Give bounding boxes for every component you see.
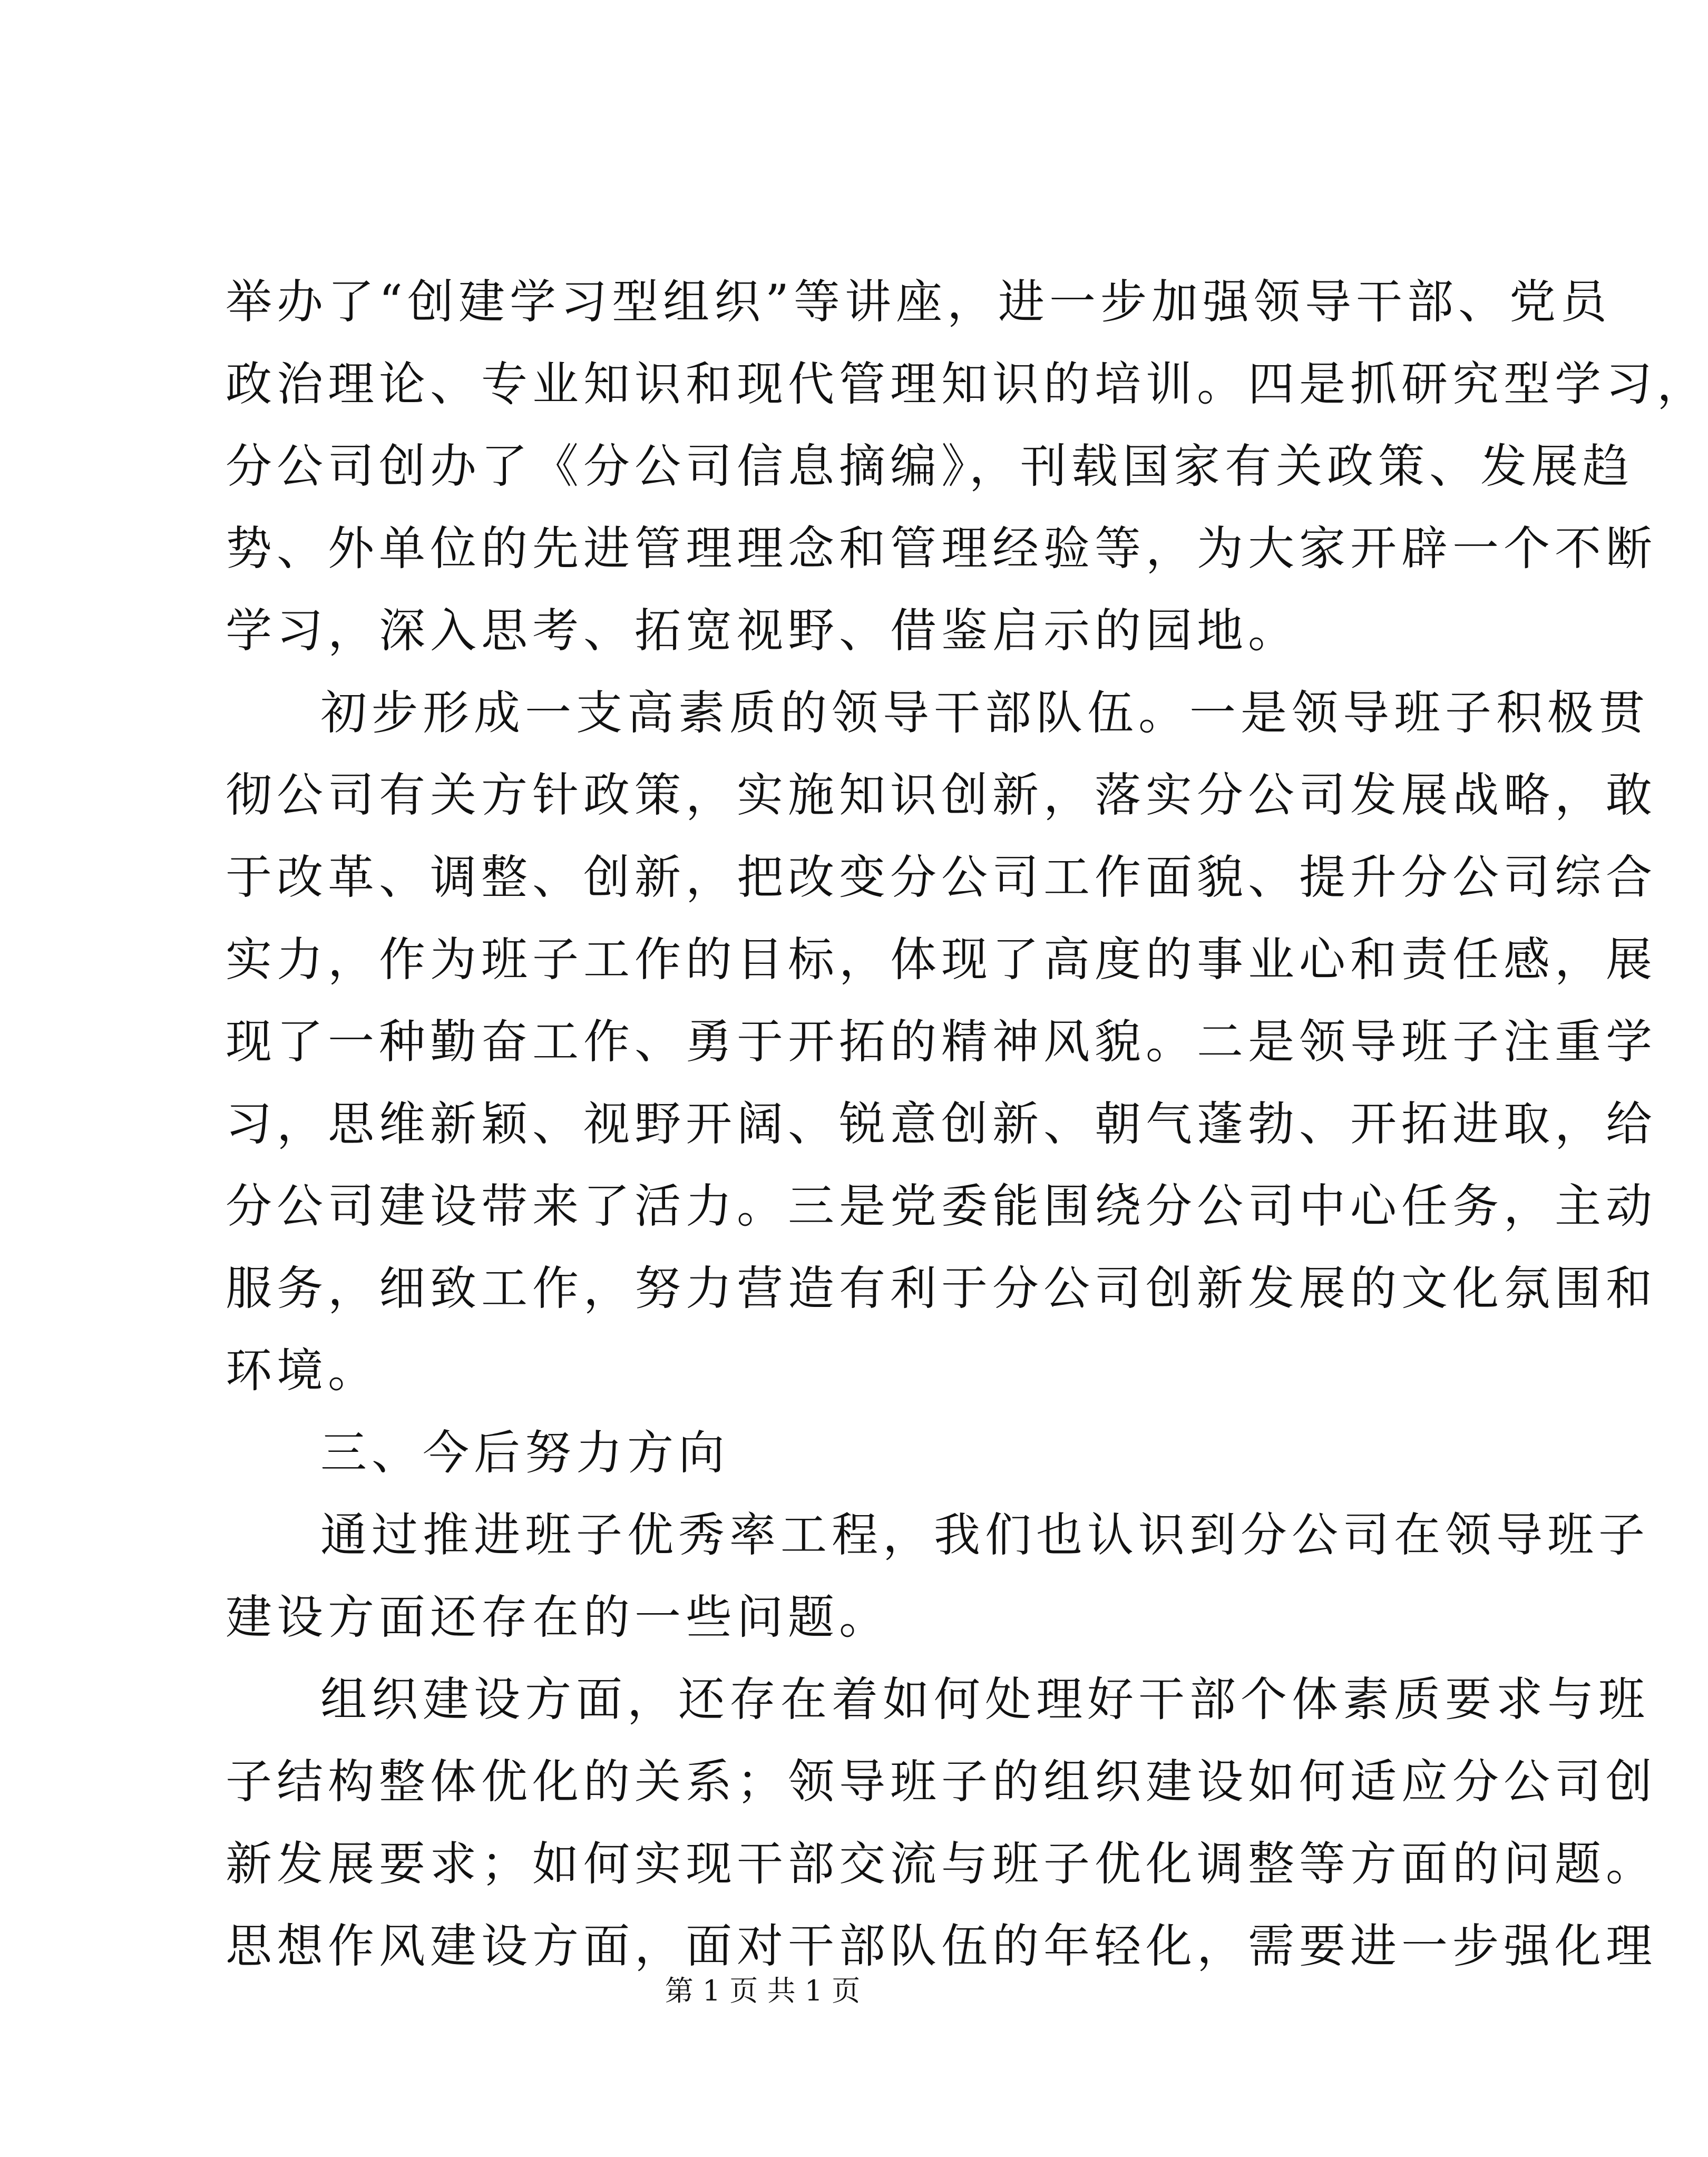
text-line: 建设方面还存在的一些问题。 — [226, 1590, 891, 1644]
text-line: 分公司创办了《分公司信息摘编》，刊载国家有关政策、发展趋 — [226, 439, 1634, 493]
paragraph-start-line: 组织建设方面，还存在着如何处理好干部个体素质要求与班 — [320, 1672, 1650, 1726]
text-line: 举办了“创建学习型组织”等讲座，进一步加强领导干部、党员 — [226, 275, 1612, 329]
text-line: 政治理论、专业知识和现代管理知识的培训。四是抓研究型学习， — [226, 357, 1708, 411]
text-line: 子结构整体优化的关系；领导班子的组织建设如何适应分公司创 — [226, 1754, 1657, 1809]
text-line: 思想作风建设方面，面对干部队伍的年轻化，需要进一步强化理 — [226, 1919, 1657, 1973]
text-line: 分公司建设带来了活力。三是党委能围绕分公司中心任务，主动 — [226, 1179, 1657, 1233]
text-line: 学习，深入思考、拓宽视野、借鉴启示的园地。 — [226, 603, 1300, 658]
text-line: 现了一种勤奋工作、勇于开拓的精神风貌。二是领导班子注重学 — [226, 1014, 1657, 1069]
document-body — [226, 261, 1708, 1987]
text-line: 实力，作为班子工作的目标，体现了高度的事业心和责任感，展 — [226, 932, 1657, 987]
text-line: 环境。 — [226, 1343, 379, 1398]
section-heading: 三、今后努力方向 — [320, 1426, 730, 1480]
paragraph-start-line: 通过推进班子优秀率工程，我们也认识到分公司在领导班子 — [320, 1508, 1650, 1562]
page-footer: 第 1 页 共 1 页 — [665, 1974, 861, 2007]
paragraph-start-line: 初步形成一支高素质的领导干部队伍。一是领导班子积极贯 — [320, 686, 1650, 740]
text-line: 于改革、调整、创新，把改变分公司工作面貌、提升分公司综合 — [226, 850, 1657, 904]
text-line: 新发展要求；如何实现干部交流与班子优化调整等方面的问题。 — [226, 1837, 1657, 1891]
text-line: 彻公司有关方针政策，实施知识创新，落实分公司发展战略，敢 — [226, 768, 1657, 822]
text-line: 习，思维新颖、视野开阔、锐意创新、朝气蓬勃、开拓进取，给 — [226, 1097, 1657, 1151]
text-line: 势、外单位的先进管理理念和管理经验等，为大家开辟一个不断 — [226, 521, 1657, 575]
text-line: 服务，细致工作，努力营造有利于分公司创新发展的文化氛围和 — [226, 1261, 1657, 1315]
